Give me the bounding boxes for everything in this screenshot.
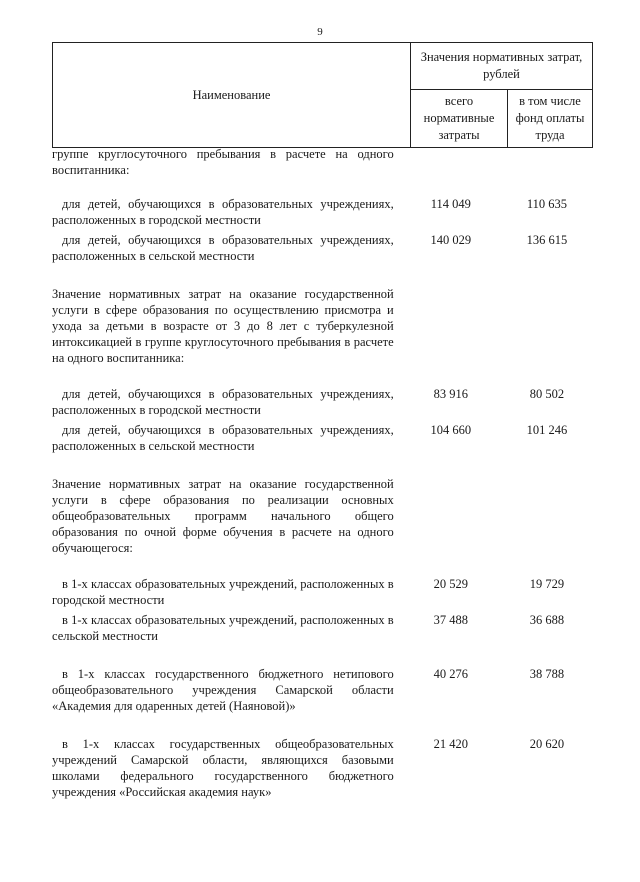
row-wage-value (504, 146, 590, 178)
row-wage-value: 38 788 (529, 667, 565, 681)
table-row (52, 386, 590, 418)
header-wage-fund: в том числе фонд оплаты труда (508, 90, 593, 148)
row-name: для детей, обучающихся в образовательных учреждениях, расположенных в сельской местности (52, 233, 394, 263)
row-wage-value: 110 635 (526, 197, 567, 211)
table-row (52, 666, 590, 714)
table-row (52, 476, 590, 556)
row-total-value: 140 029 (430, 233, 472, 247)
row-wage-value (504, 476, 590, 556)
table-row (52, 736, 590, 800)
row-total-value (408, 286, 494, 366)
header-name-column: Наименование (53, 43, 411, 148)
row-wage-value: 136 615 (526, 233, 568, 247)
row-name: Значение нормативных затрат на оказание государственной услуги в сфере образования по осуществлению присмотра и ухода за детьми в возрасте от 3 до 8 лет с туберкулезной интоксикацией в группе круглосуточного пребывания в расчете на одного воспитанника: (52, 287, 394, 365)
row-total-value (408, 146, 494, 178)
row-wage-value: 36 688 (529, 613, 565, 627)
table-row (52, 286, 590, 366)
row-name: в 1-х классах государственного бюджетного нетипового общеобразовательного учреждения Самарской области «Академия для одаренных детей (Наяновой)» (52, 667, 394, 713)
row-name: для детей, обучающихся в образовательных учреждениях, расположенных в городской местности (52, 387, 394, 417)
row-name: группе круглосуточного пребывания в расчете на одного воспитанника: (52, 147, 394, 177)
table-row (52, 422, 590, 454)
table-row (52, 612, 590, 644)
header-total-costs: всего нормативные затраты (411, 90, 508, 148)
row-total-value: 20 529 (433, 577, 468, 591)
row-name: для детей, обучающихся в образовательных учреждениях, расположенных в городской местности (52, 197, 394, 227)
table-body (52, 146, 590, 800)
table-row (52, 196, 590, 228)
row-name: в 1-х классах образовательных учреждений, расположенных в сельской местности (52, 613, 394, 643)
table-row (52, 576, 590, 608)
table-row (52, 146, 590, 178)
row-total-value: 83 916 (433, 387, 468, 401)
row-total-value: 114 049 (430, 197, 471, 211)
row-wage-value: 101 246 (526, 423, 568, 437)
row-wage-value: 80 502 (529, 387, 565, 401)
table-header (52, 42, 593, 148)
row-total-value: 37 488 (433, 613, 468, 627)
row-total-value (408, 476, 494, 556)
row-total-value: 104 660 (430, 423, 472, 437)
row-wage-value: 19 729 (529, 577, 565, 591)
row-name: в 1-х классах государственных общеобразовательных учреждений Самарской области, являющихся базовыми школами федерального государственного бюджетного учреждения «Российская академия наук» (52, 737, 394, 799)
row-name: для детей, обучающихся в образовательных учреждениях, расположенных в сельской местности (52, 423, 394, 453)
row-name: Значение нормативных затрат на оказание государственной услуги в сфере образования по реализации основных общеобразовательных программ начального общего образования по очной форме обучения в расчете на одного обучающегося: (52, 477, 394, 555)
page-number: 9 (317, 26, 323, 38)
table-row (52, 232, 590, 264)
row-name: в 1-х классах образовательных учреждений, расположенных в городской местности (52, 577, 394, 607)
row-total-value: 40 276 (433, 667, 468, 681)
row-wage-value: 20 620 (529, 737, 565, 751)
row-total-value: 21 420 (433, 737, 468, 751)
row-wage-value (504, 286, 590, 366)
header-values-group: Значения нормативных затрат, рублей (411, 43, 593, 90)
